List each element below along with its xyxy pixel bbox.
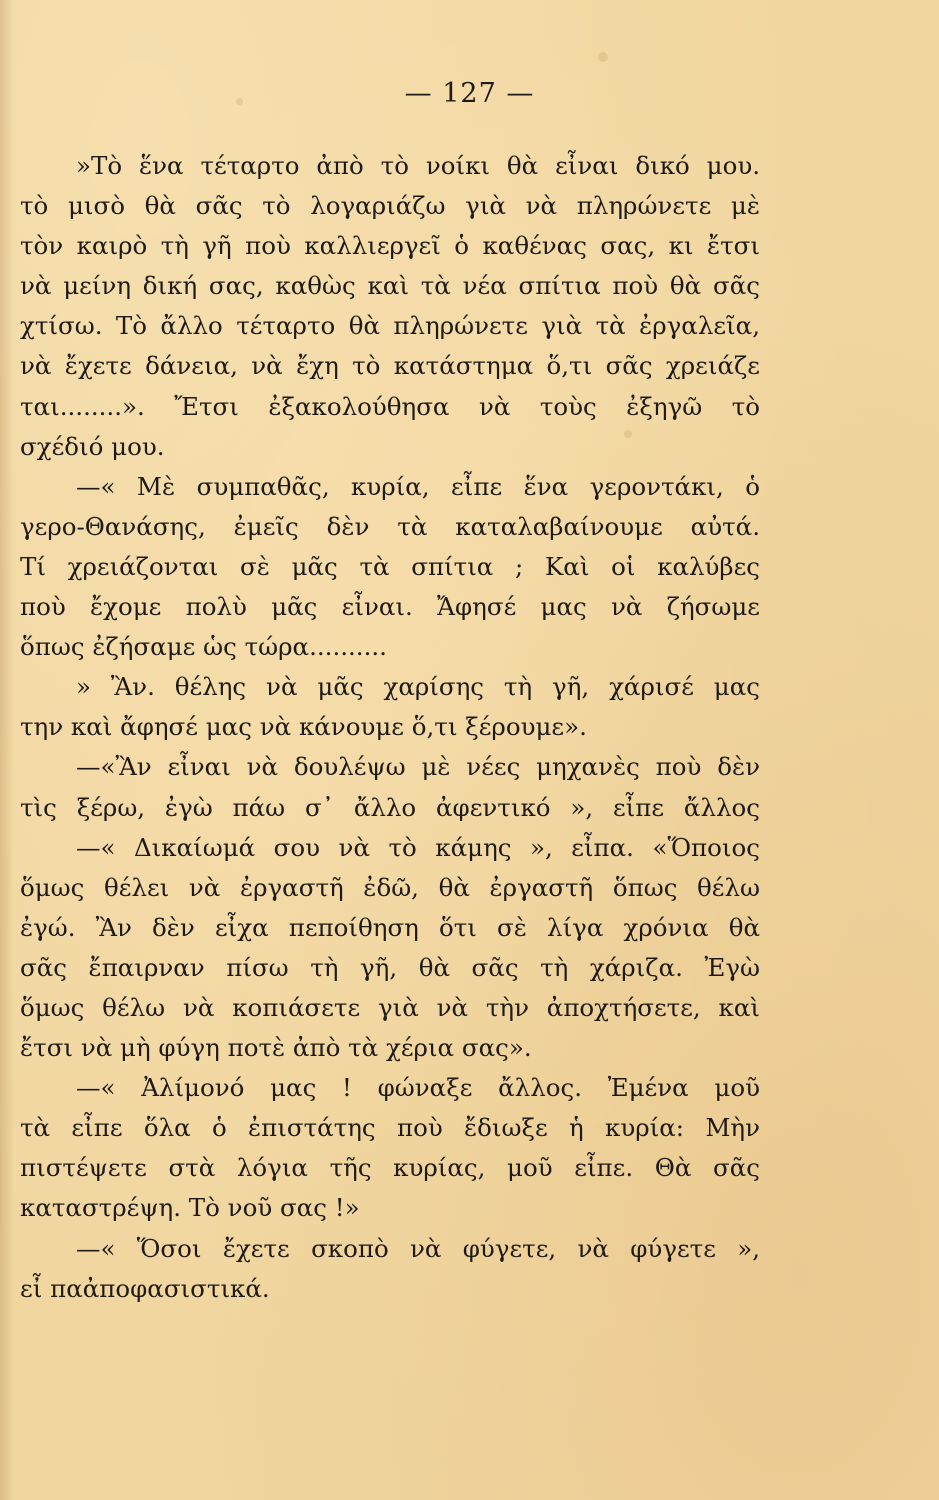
text-line: —« Μὲ συμπαθᾶς, κυρία, εἶπε ἕνα γεροντάκι, ὁ [76, 471, 760, 501]
text-line: —« Ἀλίμονό μας ! φώναξε ἄλλος. Ἐμένα μοῦ [76, 1073, 760, 1103]
text-line: εἶ παἀποφασιστικά. [20, 1273, 270, 1303]
page-number: — 127 — [404, 78, 535, 109]
text-line: την καὶ ἄφησέ μας νὰ κάνουμε ὅ,τι ξέρουμε». [20, 712, 587, 742]
text-line: »Τὸ ἕνα τέταρτο ἀπὸ τὸ νοίκι θὰ εἶναι δικό μου. [76, 151, 760, 180]
text-line: τὸ μισὸ θὰ σᾶς τὸ λογαριάζω γιὰ νὰ πληρώνετε μὲ [20, 191, 760, 221]
text-line: νὰ ἔχετε δάνεια, νὰ ἔχη τὸ κατάστημα ὅ,τι σᾶς χρειάζε [20, 351, 760, 381]
text-line: γερο-Θανάσης, ἐμεῖς δὲν τὰ καταλαβαίνουμε αὐτά. [20, 511, 760, 541]
body-text [20, 146, 760, 1309]
text-line: ἐγώ. Ἂν δὲν εἶχα πεποίθηση ὅτι σὲ λίγα χρόνια θὰ [20, 912, 760, 942]
text-line: —«Ἂν εἶναι νὰ δουλέψω μὲ νέες μηχανὲς ποὺ δὲν [76, 752, 760, 782]
text-line: τὰ εἶπε ὅλα ὁ ἐπιστάτης ποὺ ἔδιωξε ἡ κυρία: Μὴν [20, 1113, 760, 1143]
text-line: τὸν καιρὸ τὴ γῆ ποὺ καλλιεργεῖ ὁ καθένας σας, κι ἔτσι [20, 231, 760, 261]
text-line: ὅμως θέλει νὰ ἐργαστῆ ἐδῶ, θὰ ἐργαστῆ ὅπως θέλω [20, 872, 760, 902]
text-line: ὅπως ἐζήσαμε ὡς τώρα.......... [20, 632, 387, 662]
text-line: » Ἂν. θέλης νὰ μᾶς χαρίσης τὴ γῆ, χάρισέ μας [76, 672, 760, 702]
text-line: χτίσω. Τὸ ἄλλο τέταρτο θὰ πληρώνετε γιὰ τὰ ἐργαλεῖα, [20, 311, 760, 341]
text-line: ται........». Ἔτσι ἐξακολούθησα νὰ τοὺς ἐξηγῶ τὸ [20, 391, 760, 421]
text-line: ποὺ ἔχομε πολὺ μᾶς εἶναι. Ἄφησέ μας νὰ ζήσωμε [20, 592, 760, 622]
text-line: —« Δικαίωμά σου νὰ τὸ κάμης », εἶπα. «Ὅποιος [76, 832, 760, 862]
text-line: —« Ὅσοι ἔχετε σκοπὸ νὰ φύγετε, νὰ φύγετε », [76, 1233, 760, 1263]
paper-stain [598, 52, 608, 62]
text-line: καταστρέψη. Τὸ νοῦ σας !» [20, 1193, 360, 1223]
text-line: νὰ μείνη δική σας, καθὼς καὶ τὰ νέα σπίτια ποὺ θὰ σᾶς [20, 271, 760, 301]
text-line: σᾶς ἔπαιρναν πίσω τὴ γῆ, θὰ σᾶς τὴ χάριζα. Ἐγὼ [20, 952, 760, 982]
text-line: πιστέψετε στὰ λόγια τῆς κυρίας, μοῦ εἶπε. Θὰ σᾶς [20, 1153, 760, 1183]
text-line: ἔτσι νὰ μὴ φύγη ποτὲ ἀπὸ τὰ χέρια σας». [20, 1033, 532, 1063]
text-line: τὶς ξέρω, ἐγὼ πάω σ᾽ ἄλλο ἀφεντικό », εἶπε ἄλλος [20, 792, 760, 822]
text-line: σχέδιό μου. [20, 431, 165, 461]
text-line: Τί χρειάζονται σὲ μᾶς τὰ σπίτια ; Καὶ οἱ καλύβες [20, 551, 760, 581]
text-line: ὅμως θέλω νὰ κοπιάσετε γιὰ νὰ τὴν ἀποχτήσετε, καὶ [20, 992, 760, 1022]
page-edge-shadow [0, 0, 14, 1500]
